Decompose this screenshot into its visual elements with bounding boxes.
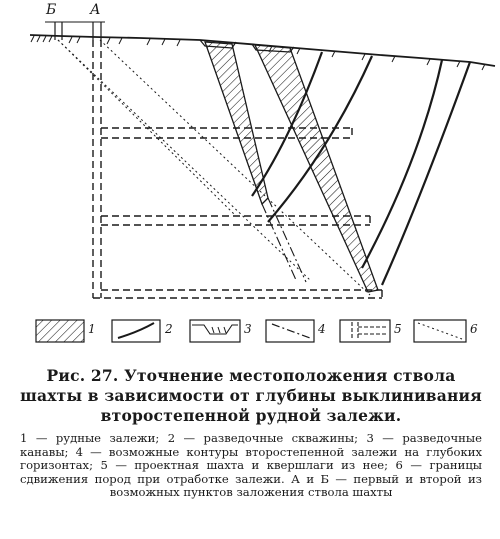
legend-num-6: 6 [470, 322, 478, 336]
shaft-label-b: Б [46, 2, 57, 18]
caption-title: Рис. 27. Уточнение местоположения ствола шахты в зависимости от глубины выклинивания второстепенной рудной залежи. [20, 366, 482, 425]
caption-body: 1 — рудные залежи; 2 — разведочные скважины; 3 — разведочные канавы; 4 — возможные контуры второстепенной залежи на глубоких горизонтах; 5 — проектная шахта и квершлаги из нее; 6 — границы сдвижения пород при отработке залежи. А и Б — первый и второй из возможных пунктов заложения ствола шахты [20, 431, 482, 500]
legend-num-5: 5 [394, 322, 402, 336]
secondary-ore-deposit [205, 42, 268, 204]
legend-num-3: 3 [244, 322, 252, 336]
secondary-deposit-contour-icon [266, 320, 314, 342]
legend-num-2: 2 [165, 322, 173, 336]
planned-shaft [93, 40, 101, 298]
rock-displacement-boundary-icon [414, 320, 466, 342]
figure-caption [20, 366, 482, 500]
legend-num-1: 1 [88, 322, 96, 336]
ore-deposit-hatch-icon [36, 320, 84, 342]
exploration-borehole-icon [112, 320, 160, 342]
planned-shaft-crosscut-icon [340, 320, 390, 342]
legend [0, 312, 500, 362]
shaft-marker-b [55, 22, 62, 40]
shaft-label-a: А [90, 2, 101, 18]
legend-num-4: 4 [318, 322, 326, 336]
exploration-trench-icon [190, 320, 240, 342]
